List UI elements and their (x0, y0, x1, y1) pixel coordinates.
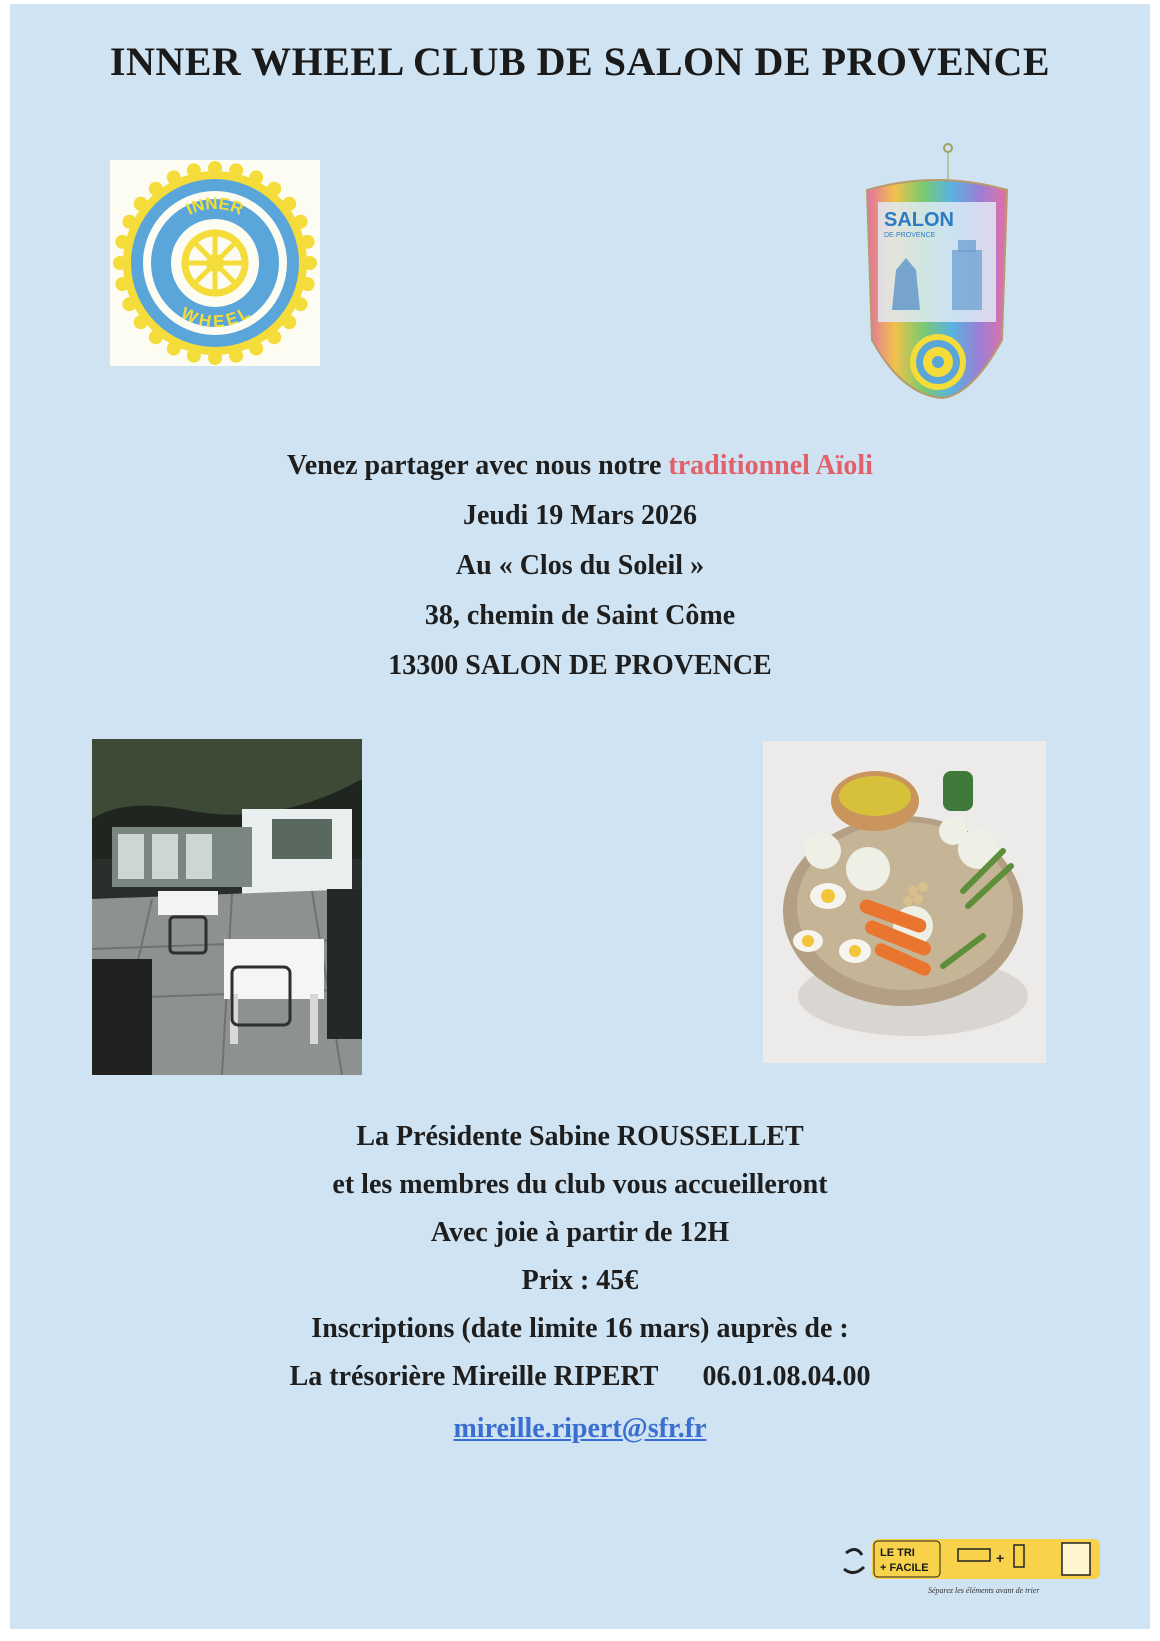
svg-text:LE TRI: LE TRI (880, 1547, 915, 1559)
page-title: INNER WHEEL CLUB DE SALON DE PROVENCE (109, 39, 1051, 84)
logo-tooth (167, 170, 181, 184)
invitation-text: Venez partager avec nous notre (287, 450, 662, 481)
logo-tooth (187, 163, 201, 177)
logo-tooth (122, 297, 136, 311)
inner-wheel-logo (110, 160, 320, 366)
svg-text:Séparez les éléments avant de: Séparez les éléments avant de trier (928, 1586, 1040, 1595)
email-line (0, 1404, 1160, 1454)
treasurer-email-link[interactable]: mireille.ripert@sfr.fr (453, 1413, 707, 1444)
wheel-icon (185, 233, 245, 293)
svg-text:WHEEL: WHEEL (177, 303, 253, 332)
restaurant-terrace-photo (92, 739, 362, 1075)
logo-tooth (267, 330, 281, 344)
invitation-line (0, 441, 1160, 491)
logo-tooth (229, 349, 243, 363)
logo-tooth (229, 163, 243, 177)
logo-tooth (187, 349, 201, 363)
svg-text:+ FACILE: + FACILE (880, 1562, 929, 1574)
logo-tooth (134, 315, 148, 329)
event-street: 38, chemin de Saint Côme (424, 600, 736, 631)
welcome-line: et les membres du club vous accueilleront (332, 1169, 828, 1200)
logo-tooth (303, 256, 317, 270)
logo-tooth (267, 182, 281, 196)
logo-tooth (249, 170, 263, 184)
svg-text:+: + (996, 1550, 1005, 1566)
president-line: La Présidente Sabine ROUSSELLET (356, 1121, 804, 1152)
logo-tooth (282, 197, 296, 211)
logo-tooth (294, 215, 308, 229)
logo-tooth (208, 351, 222, 365)
aioli-highlight: traditionnel Aïoli (668, 450, 873, 481)
logo-tooth (149, 182, 163, 196)
aioli-dish-photo (763, 741, 1046, 1063)
logo-tooth (301, 277, 315, 291)
logo-tooth (167, 342, 181, 356)
bin-icon (1062, 1543, 1090, 1575)
logo-tooth (294, 297, 308, 311)
logo-tooth (115, 235, 129, 249)
logo-tooth (113, 256, 127, 270)
treasurer-line (0, 1352, 1160, 1402)
event-venue: Au « Clos du Soleil » (455, 550, 705, 581)
recycle-arrows-icon (844, 1549, 864, 1572)
recycling-logo (838, 1533, 1110, 1601)
treasurer-phone: 06.01.08.04.00 (702, 1361, 871, 1392)
logo-tooth (282, 315, 296, 329)
logo-tooth (115, 277, 129, 291)
svg-text:SALON: SALON (884, 209, 954, 231)
logo-tooth (249, 342, 263, 356)
treasurer-name: La trésorière Mireille RIPERT (289, 1361, 659, 1392)
price-line: Prix : 45€ (521, 1265, 639, 1296)
logo-tooth (208, 161, 222, 175)
event-city: 13300 SALON DE PROVENCE (388, 650, 772, 681)
logo-tooth (122, 215, 136, 229)
svg-text:DE·PROVENCE: DE·PROVENCE (884, 232, 936, 239)
logo-tooth (134, 197, 148, 211)
logo-tooth (301, 235, 315, 249)
registration-line: Inscriptions (date limite 16 mars) auprès de : (311, 1313, 849, 1344)
logo-tooth (149, 330, 163, 344)
svg-text:INNER: INNER (183, 193, 247, 219)
time-line: Avec joie à partir de 12H (430, 1217, 730, 1248)
salon-de-provence-pennant (862, 140, 1012, 402)
event-date: Jeudi 19 Mars 2026 (462, 500, 698, 531)
